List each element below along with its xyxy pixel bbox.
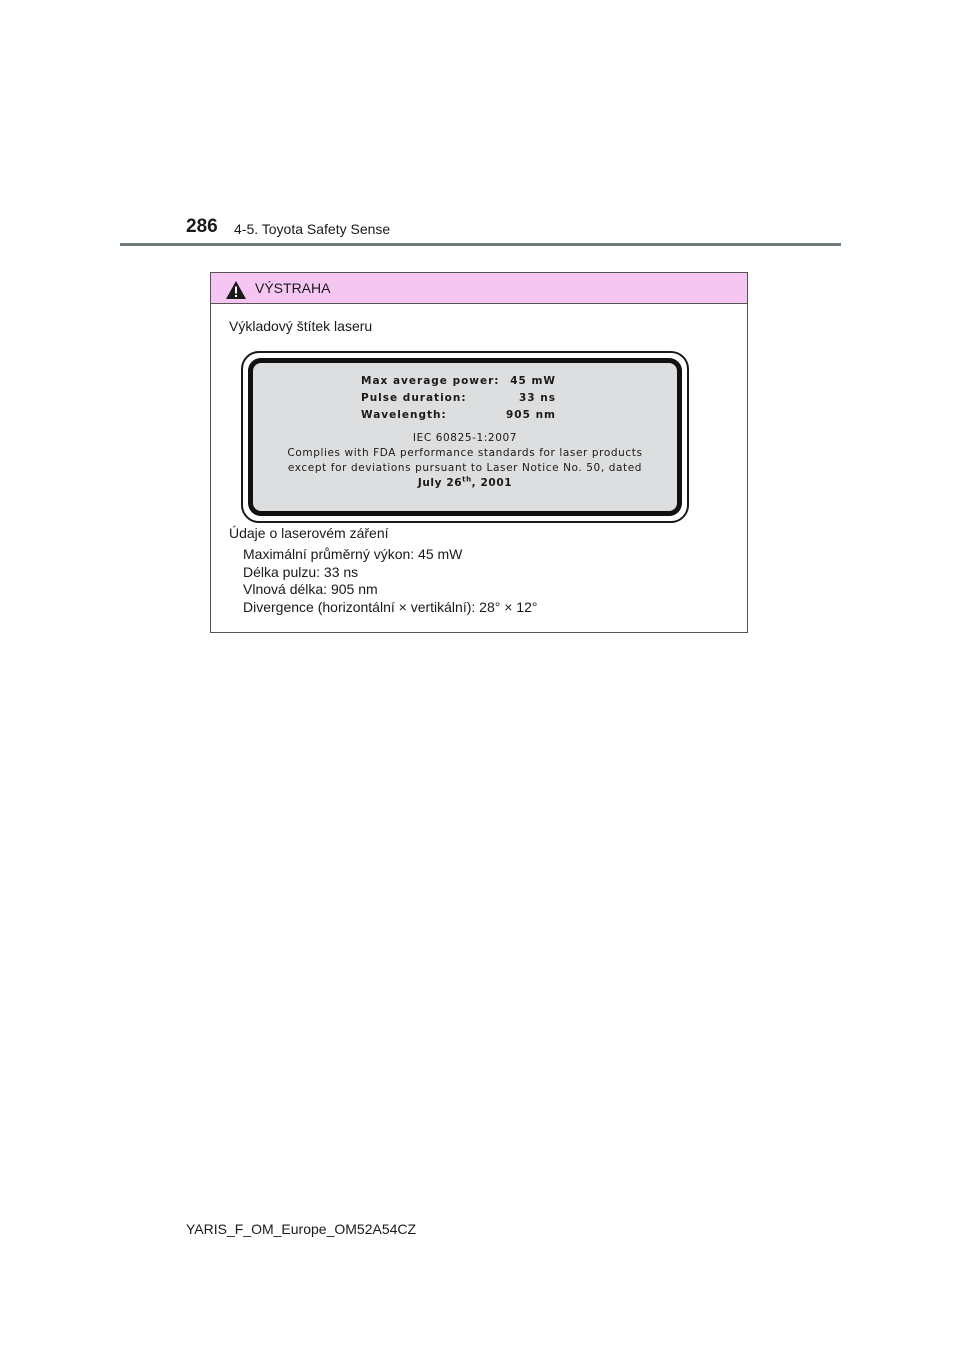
spec-value: 45 mW xyxy=(510,375,556,387)
spec-key: Max average power: xyxy=(361,375,500,387)
spec-key: Wavelength: xyxy=(361,409,447,421)
list-item: Maximální průměrný výkon: 45 mW xyxy=(243,546,463,562)
emission-list xyxy=(243,546,537,616)
spec-row xyxy=(361,390,556,407)
spec-key: Pulse duration: xyxy=(361,392,467,404)
warning-triangle-icon xyxy=(225,280,247,300)
date-prefix: July 26 xyxy=(417,477,463,489)
spec-row xyxy=(361,407,556,424)
document-code: YARIS_F_OM_Europe_OM52A54CZ xyxy=(186,1221,417,1237)
warning-title: VÝSTRAHA xyxy=(255,280,331,296)
compliance-text-line: except for deviations pursuant to Laser Notice No. 50, dated xyxy=(287,462,643,474)
warning-header xyxy=(211,273,747,304)
list-item: Délka pulzu: 33 ns xyxy=(243,563,359,580)
list-item: Vlnová délka: 905 nm xyxy=(243,581,378,597)
spec-value: 905 nm xyxy=(506,409,556,421)
compliance-date xyxy=(253,476,677,491)
compliance-text-line: Complies with FDA performance standards for laser products xyxy=(287,447,643,459)
date-year: , 2001 xyxy=(471,477,513,489)
laser-label-panel xyxy=(248,358,682,516)
header-rule xyxy=(120,243,841,246)
laser-label-intro: Výkladový štítek laseru xyxy=(229,318,373,334)
standard-reference: IEC 60825-1:2007 xyxy=(412,432,518,444)
spec-value: 33 ns xyxy=(519,392,556,404)
warning-box xyxy=(210,272,748,633)
emission-title: Údaje o laserovém záření xyxy=(229,525,389,541)
section-title: 4-5. Toyota Safety Sense xyxy=(234,221,391,237)
spec-row xyxy=(361,373,556,390)
laser-label-plate xyxy=(241,351,689,523)
list-item: Divergence (horizontální × vertikální): 28° × 12° xyxy=(243,598,538,615)
laser-certification xyxy=(253,431,677,491)
date-suffix: th xyxy=(462,475,472,484)
page-number: 286 xyxy=(186,216,218,237)
laser-spec-table xyxy=(361,373,556,424)
